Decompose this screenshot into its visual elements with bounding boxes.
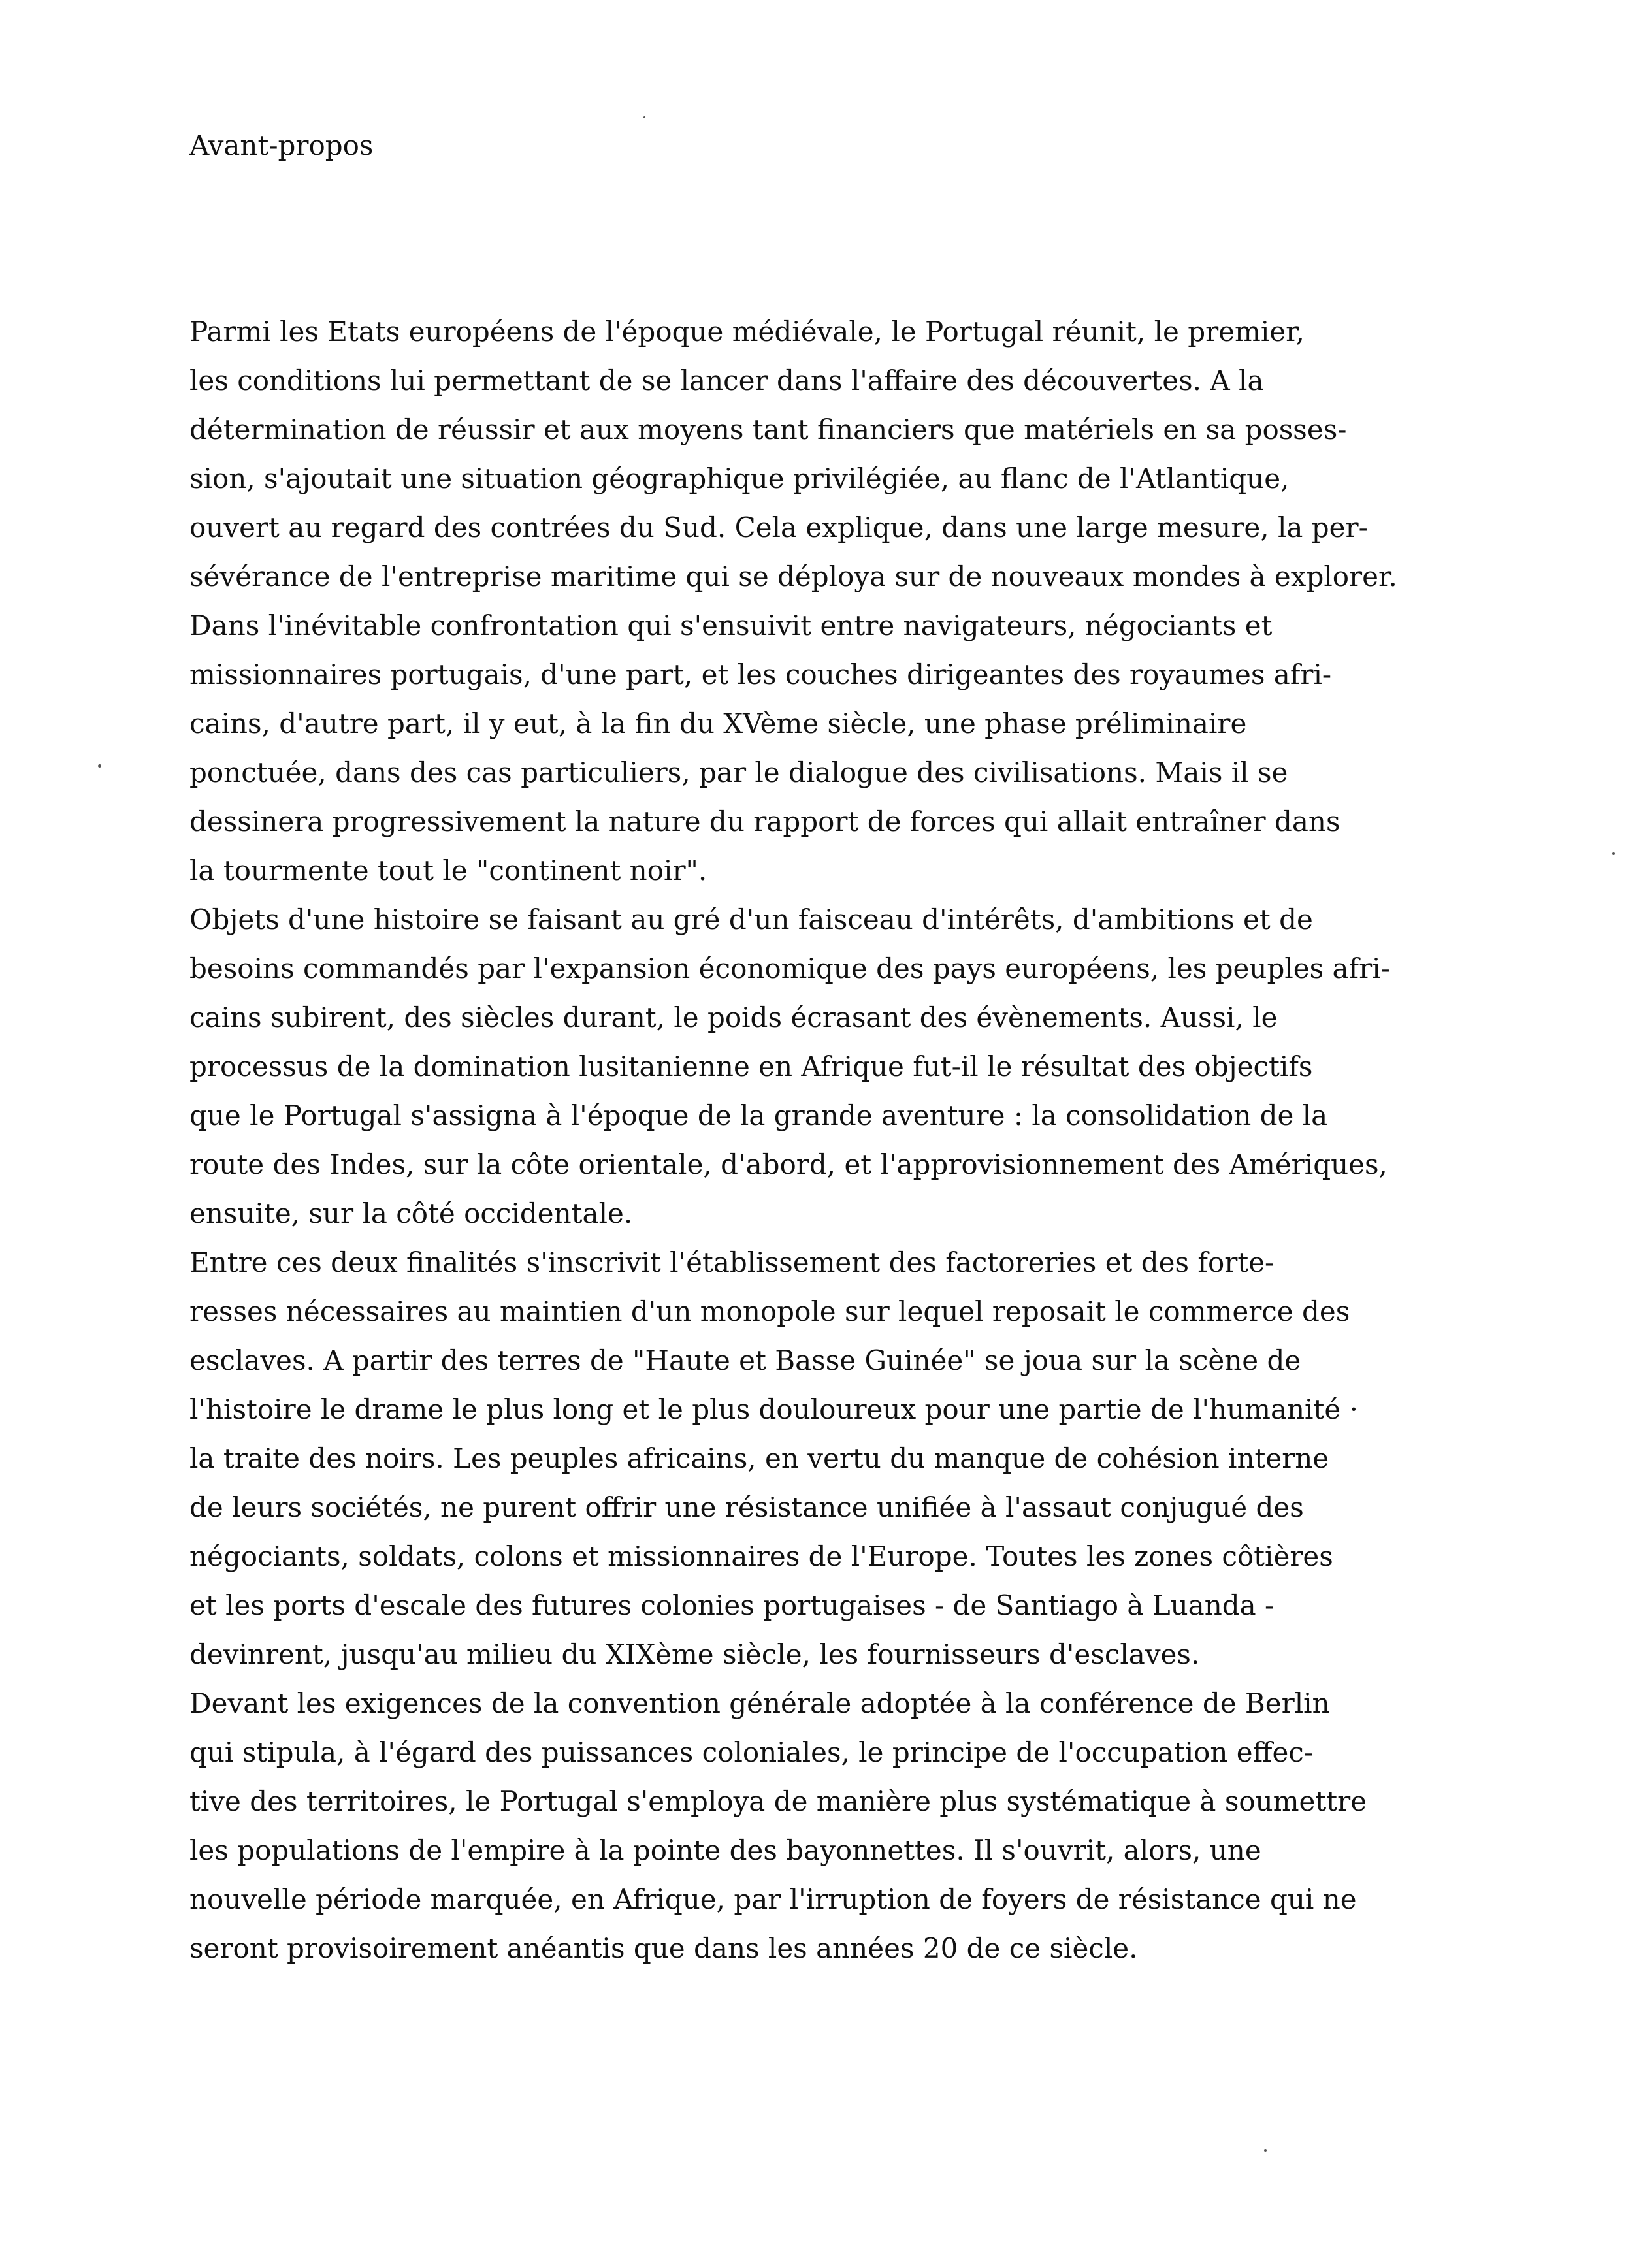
text-line: missionnaires portugais, d'une part, et les couches dirigeantes des royaumes afri- <box>189 658 1332 690</box>
text-line: la traite des noirs. Les peuples africains, en vertu du manque de cohésion interne <box>189 1442 1329 1474</box>
text-line: esclaves. A partir des terres de "Haute et Basse Guinée" se joua sur la scène de <box>189 1344 1301 1376</box>
text-line: détermination de réussir et aux moyens tant financiers que matériels en sa posses- <box>189 413 1347 446</box>
text-line: ouvert au regard des contrées du Sud. Cela explique, dans une large mesure, la per- <box>189 511 1368 543</box>
text-line: de leurs sociétés, ne purent offrir une résistance unifiée à l'assaut conjugué des <box>189 1491 1304 1523</box>
text-line: sion, s'ajoutait une situation géographique privilégiée, au flanc de l'Atlantique, <box>189 462 1290 494</box>
text-line: resses nécessaires au maintien d'un monopole sur lequel reposait le commerce des <box>189 1295 1350 1327</box>
text-line: les populations de l'empire à la pointe des bayonnettes. Il s'ouvrit, alors, une <box>189 1834 1261 1866</box>
text-line: les conditions lui permettant de se lancer dans l'affaire des découvertes. A la <box>189 364 1264 397</box>
text-line: besoins commandés par l'expansion économique des pays européens, les peuples afri- <box>189 952 1390 984</box>
text-line: et les ports d'escale des futures colonies portugaises - de Santiago à Luanda - <box>189 1589 1275 1621</box>
text-line: la tourmente tout le "continent noir". <box>189 854 707 886</box>
scan-speck <box>643 116 645 118</box>
text-line: cains, d'autre part, il y eut, à la fin du XVème siècle, une phase préliminaire <box>189 707 1247 739</box>
text-line: Parmi les Etats européens de l'époque médiévale, le Portugal réunit, le premier, <box>189 316 1305 348</box>
text-line: dessinera progressivement la nature du rapport de forces qui allait entraîner dans <box>189 805 1340 837</box>
scan-speck <box>1612 852 1615 855</box>
text-line: tive des territoires, le Portugal s'employa de manière plus systématique à soumettre <box>189 1785 1367 1817</box>
page-heading: Avant-propos <box>189 129 374 161</box>
text-line: l'histoire le drame le plus long et le plus douloureux pour une partie de l'humanité · <box>189 1393 1358 1425</box>
text-line: seront provisoirement anéantis que dans les années 20 de ce siècle. <box>189 1932 1138 1964</box>
text-line: négociants, soldats, colons et missionnaires de l'Europe. Toutes les zones côtières <box>189 1540 1333 1572</box>
text-line: Devant les exigences de la convention générale adoptée à la conférence de Berlin <box>189 1687 1330 1719</box>
text-line: nouvelle période marquée, en Afrique, par l'irruption de foyers de résistance qui ne <box>189 1883 1357 1915</box>
text-line: que le Portugal s'assigna à l'époque de la grande aventure : la consolidation de la <box>189 1099 1328 1131</box>
scan-speck <box>98 764 101 768</box>
body-text <box>189 307 1594 1973</box>
text-line: cains subirent, des siècles durant, le poids écrasant des évènements. Aussi, le <box>189 1001 1278 1033</box>
text-line: qui stipula, à l'égard des puissances coloniales, le principe de l'occupation effec- <box>189 1736 1314 1768</box>
text-line: Entre ces deux finalités s'inscrivit l'établissement des factoreries et des forte- <box>189 1246 1275 1278</box>
text-line: ensuite, sur la côté occidentale. <box>189 1197 633 1229</box>
text-line: Dans l'inévitable confrontation qui s'ensuivit entre navigateurs, négociants et <box>189 609 1273 641</box>
text-line: devinrent, jusqu'au milieu du XIXème siècle, les fournisseurs d'esclaves. <box>189 1638 1200 1670</box>
text-line: sévérance de l'entreprise maritime qui se déploya sur de nouveaux mondes à explorer. <box>189 560 1397 592</box>
text-line: ponctuée, dans des cas particuliers, par le dialogue des civilisations. Mais il se <box>189 756 1288 788</box>
text-line: route des Indes, sur la côte orientale, d'abord, et l'approvisionnement des Amériques, <box>189 1148 1388 1180</box>
scan-speck <box>1264 2149 1267 2152</box>
text-line: processus de la domination lusitanienne en Afrique fut-il le résultat des objectifs <box>189 1050 1313 1082</box>
text-line: Objets d'une histoire se faisant au gré d'un faisceau d'intérêts, d'ambitions et de <box>189 903 1313 935</box>
